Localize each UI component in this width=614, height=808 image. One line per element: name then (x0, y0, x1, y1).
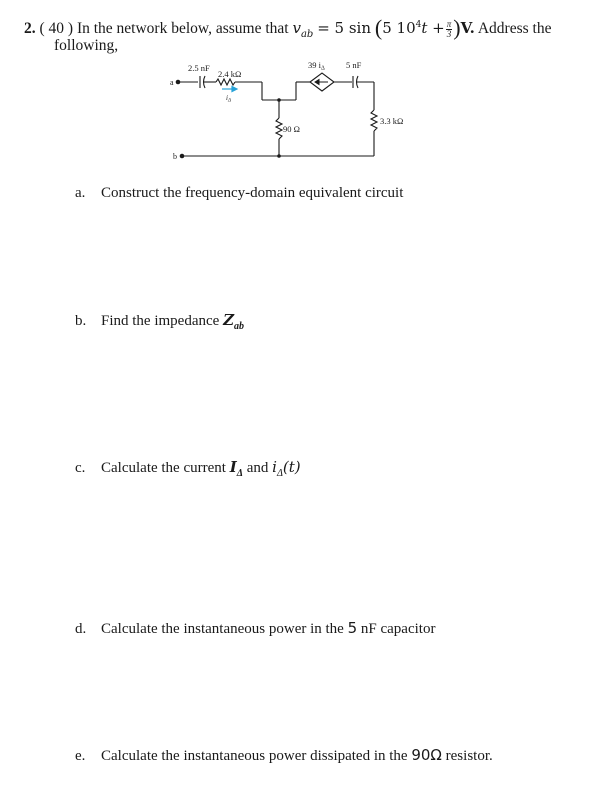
r2-zigzag (276, 118, 282, 139)
problem-intro: In the network below, assume that (76, 20, 289, 37)
left-paren: ( (374, 15, 383, 40)
dep-label: 39 iΔ (308, 60, 325, 72)
node-b-dot (180, 154, 185, 159)
part-c: c. Calculate the current $I_\Delta$ and $i_\Delta(t)$ (75, 458, 301, 479)
equation-unit: V. (460, 19, 475, 37)
c1-label: 2.5 nF (188, 63, 210, 73)
problem-points: ( 40 ) (39, 20, 74, 37)
part-a: a. Construct the frequency-domain equivalent circuit (75, 185, 404, 201)
problem-continuation: following, (54, 37, 119, 54)
equation-lhs: $v_{ab}$ (292, 19, 314, 40)
current-arrow-icon (232, 87, 237, 92)
node-b-label: b (173, 152, 177, 161)
pi-over-3: $\frac{\pi}{3}$ (446, 18, 452, 39)
r1-zigzag (216, 79, 235, 85)
node-mid-dot (277, 98, 281, 102)
part-e: e. Calculate the instantaneous power dissipated in the 90Ω resistor. (75, 746, 493, 764)
r3-zigzag (371, 110, 377, 131)
problem-number: 2. (24, 20, 36, 37)
part-d: d. Calculate the instantaneous power in the 5 nF capacitor (75, 619, 436, 637)
equation-sin: = 5 sin (317, 19, 372, 37)
problem-tail: Address the (477, 20, 552, 37)
r1-label: 2.4 kΩ (218, 69, 242, 79)
circuit-diagram (160, 58, 420, 168)
node-bottom-dot (277, 154, 281, 158)
r3-label: 3.3 kΩ (380, 116, 404, 126)
equation-t: t + (421, 19, 445, 37)
node-a-dot (176, 80, 181, 85)
r2-label: 90 Ω (283, 124, 300, 134)
c2-label: 5 nF (346, 60, 362, 70)
right-paren: ) (453, 15, 461, 40)
node-a-label: a (170, 78, 174, 87)
current-label: $i_\Delta$ (226, 94, 231, 104)
dep-arrow-icon (315, 80, 319, 85)
part-b: b. Find the impedance $Z_{ab}$ (75, 311, 245, 332)
equation-arg: 5 $10^4$ (382, 19, 422, 37)
